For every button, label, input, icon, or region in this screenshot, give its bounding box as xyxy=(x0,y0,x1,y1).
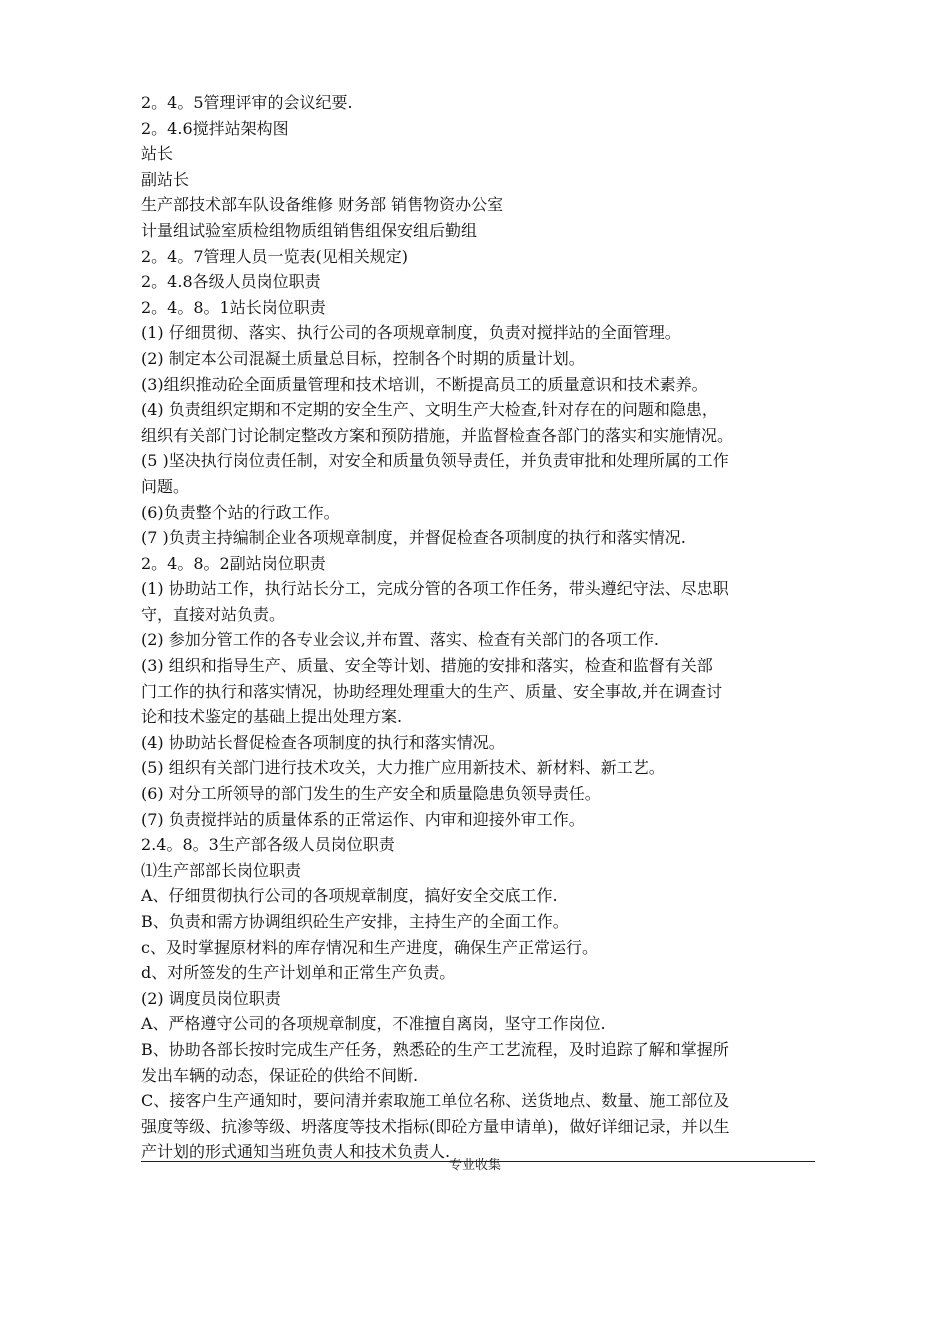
text-line: 2。4。7管理人员一览表(见相关规定) xyxy=(141,246,409,266)
text-line: (3)组织推动砼全面质量管理和技术培训，不断提高员工的质量意识和技术素养。 xyxy=(141,374,708,394)
text-line: (2) 制定本公司混凝土质量总目标，控制各个时期的质量计划。 xyxy=(141,348,585,368)
text-line: (1) 仔细贯彻、落实、执行公司的各项规章制度，负责对搅拌站的全面管理。 xyxy=(141,323,681,343)
text-line: 门工作的执行和落实情况，协助经理处理重大的生产、质量、安全事故,并在调查讨 xyxy=(141,681,723,701)
text-line: (2) 参加分管工作的各专业会议,并布置、落实、检查有关部门的各项工作. xyxy=(141,630,659,650)
document-body xyxy=(141,90,813,1165)
text-line: 守，直接对站负责。 xyxy=(141,604,286,624)
text-line: A、仔细贯彻执行公司的各项规章制度，搞好安全交底工作. xyxy=(141,886,558,906)
page-footer: 专业收集 xyxy=(448,1158,501,1173)
text-line: (6) 对分工所领导的部门发生的生产安全和质量隐患负领导责任。 xyxy=(141,784,601,804)
text-line: 站长 xyxy=(141,144,174,164)
text-line: (5 )坚决执行岗位责任制，对安全和质量负领导责任，并负责审批和处理所属的工作 xyxy=(141,451,729,471)
text-line: (3) 组织和指导生产、质量、安全等计划、措施的安排和落实，检查和监督有关部 xyxy=(141,656,713,676)
footer-divider xyxy=(141,1161,815,1162)
text-line: (4) 协助站长督促检查各项制度的执行和落实情况。 xyxy=(141,732,505,752)
text-line: (4) 负责组织定期和不定期的安全生产、文明生产大检查,针对存在的问题和隐患， xyxy=(141,400,718,420)
text-line: 发出车辆的动态，保证砼的供给不间断. xyxy=(141,1065,419,1085)
text-line: B、负责和需方协调组织砼生产安排，主持生产的全面工作。 xyxy=(141,912,569,931)
text-line: B、协助各部长按时完成生产任务，熟悉砼的生产工艺流程，及时追踪了解和掌握所 xyxy=(141,1039,729,1059)
text-line: 生产部技术部车队设备维修 财务部 销售物资办公室 xyxy=(141,195,504,215)
text-line: (6)负责整个站的行政工作。 xyxy=(141,502,340,522)
text-line: c、及时掌握原材料的库存情况和生产进度，确保生产正常运行。 xyxy=(141,937,598,957)
text-line: ⑴生产部部长岗位职责 xyxy=(141,860,302,880)
text-line: (7 )负责主持编制企业各项规章制度，并督促检查各项制度的执行和落实情况. xyxy=(141,528,686,548)
text-line: 产计划的形式通知当班负责人和技术负责人. xyxy=(141,1142,451,1162)
text-line: (2) 调度员岗位职责 xyxy=(141,988,281,1008)
text-line: 2。4。8。1站长岗位职责 xyxy=(141,297,326,317)
text-line: 2.4。8。3生产部各级人员岗位职责 xyxy=(141,835,395,855)
text-line: (5) 组织有关部门进行技术攻关，大力推广应用新技术、新材料、新工艺。 xyxy=(141,758,665,778)
text-line: 2。4.8各级人员岗位职责 xyxy=(141,272,321,292)
text-line: C、接客户生产通知时，要问清并索取施工单位名称、送货地点、数量、施工部位及 xyxy=(141,1091,730,1111)
text-line: 问题。 xyxy=(141,476,190,496)
text-line: d、对所签发的生产计划单和正常生产负责。 xyxy=(141,963,456,983)
text-line: 论和技术鉴定的基础上提出处理方案. xyxy=(141,707,403,727)
text-line: 强度等级、抗渗等级、坍落度等技术指标(即砼方量申请单)，做好详细记录，并以生 xyxy=(141,1116,730,1136)
text-line: 计量组试验室质检组物质组销售组保安组后勤组 xyxy=(141,220,478,240)
text-line: 组织有关部门讨论制定整改方案和预防措施，并监督检查各部门的落实和实施情况。 xyxy=(141,425,734,445)
text-line: 2。4.6搅拌站架构图 xyxy=(141,118,289,138)
text-line: (1) 协助站工作，执行站长分工，完成分管的各项工作任务，带头遵纪守法、尽忠职 xyxy=(141,579,729,599)
text-line: 副站长 xyxy=(141,169,190,189)
text-line: 2。4。8。2副站岗位职责 xyxy=(141,553,326,573)
text-line: 2。4。5管理评审的会议纪要. xyxy=(141,93,353,112)
text-line: (7) 负责搅拌站的质量体系的正常运作、内审和迎接外审工作。 xyxy=(141,809,585,829)
text-line: A、严格遵守公司的各项规章制度，不准擅自离岗，坚守工作岗位. xyxy=(141,1014,606,1034)
